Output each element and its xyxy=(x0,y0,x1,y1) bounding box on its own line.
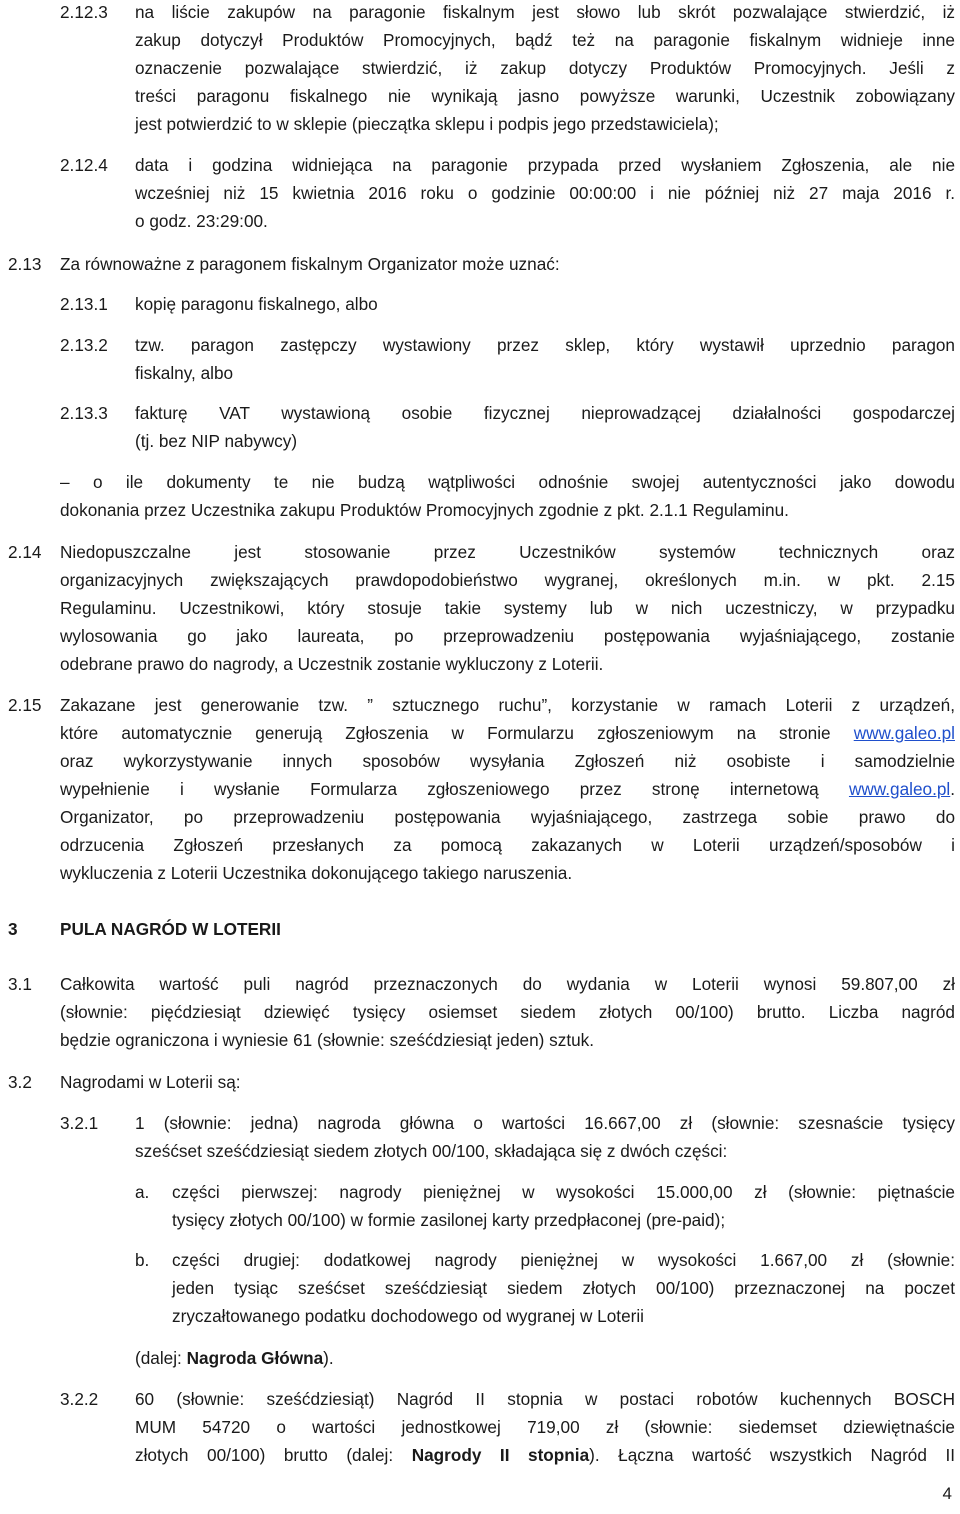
text-run: wypełnienie i wysłanie Formularza zgłoszeniowego przez stronę internetową xyxy=(60,779,819,799)
text-line: na liście zakupów na paragonie fiskalnym jest słowo lub skrót pozwalające stwierdzić, iż xyxy=(135,2,955,22)
paragraph-2-12-3 xyxy=(135,0,955,138)
text-line: oraz wykorzystywanie innych sposobów wysyłania Zgłoszeń niż osobiste i samodzielnie xyxy=(60,751,955,771)
text-run: (dalej: xyxy=(135,1348,187,1368)
text-run: które automatycznie generują Zgłoszenia w Formularzu zgłoszeniowym na stronie xyxy=(60,723,831,743)
text-line: będzie ograniczona i wyniesie 61 (słownie: sześćdziesiąt jeden) sztuk. xyxy=(60,1030,595,1050)
section-number: 3.2.1 xyxy=(60,1113,99,1133)
paragraph-2-13-2 xyxy=(135,331,955,387)
section-number: 3.2 xyxy=(8,1072,32,1092)
paragraph-3-1 xyxy=(60,970,955,1054)
text-line: dokonania przez Uczestnika zakupu Produktów Promocyjnych zgodnie z pkt. 2.1.1 Regulaminu. xyxy=(60,500,789,520)
defined-term: Nagroda Główna xyxy=(186,1348,324,1368)
paragraph-3-2-1 xyxy=(135,1109,955,1165)
text-line: wylosowania go jako laureata, po przeprowadzeniu postępowania wyjaśniającego, zostanie xyxy=(60,626,955,646)
text-line: Zakazane jest generowanie tzw. ” sztucznego ruchu”, korzystanie w ramach Loterii z urządzeń, xyxy=(60,695,955,715)
section-number: 2.13.3 xyxy=(60,403,108,423)
paragraph-3-2-2 xyxy=(135,1385,955,1469)
text-line: sześćset sześćdziesiąt siedem złotych 00/100, składająca się z dwóch części: xyxy=(135,1141,728,1161)
text-line: części pierwszej: nagrody pieniężnej w wysokości 15.000,00 zł (słownie: piętnaście xyxy=(172,1182,955,1202)
text-line: (słownie: pięćdziesiąt dziewięć tysięcy osiemset siedem złotych 00/100) brutto. Liczba nagród xyxy=(60,1002,955,1022)
text-line: – o ile dokumenty te nie budzą wątpliwości odnośnie swojej autentyczności jako dowodu xyxy=(60,472,955,492)
text-line: wykluczenia z Loterii Uczestnika dokonującego takiego naruszenia. xyxy=(60,863,573,883)
paragraph-3-2: Nagrodami w Loterii są: xyxy=(60,1072,241,1092)
section-number: 3.2.2 xyxy=(60,1389,99,1409)
dash-note xyxy=(60,468,955,524)
text-line: fakturę VAT wystawioną osobie fizycznej nieprowadzącej działalności gospodarczej xyxy=(135,403,955,423)
defined-term: Nagrody II stopnia xyxy=(411,1445,590,1465)
section-number: 2.13 xyxy=(8,254,42,274)
text-line: zakup dotyczył Produktów Promocyjnych, bądź też na paragonie fiskalnym widnieje inne xyxy=(135,30,955,50)
section-number: 2.13.2 xyxy=(60,335,108,355)
galeo-link[interactable]: www.galeo.pl xyxy=(853,723,955,743)
text-line: części drugiej: dodatkowej nagrody pieniężnej w wysokości 1.667,00 zł (słownie: xyxy=(172,1250,955,1270)
text-line: Organizator, po przeprowadzeniu postępowania wyjaśniającego, zastrzega sobie prawo do xyxy=(60,807,955,827)
text-line: (tj. bez NIP nabywcy) xyxy=(135,431,298,451)
text-line xyxy=(135,1441,955,1469)
list-item-b xyxy=(172,1246,955,1330)
text-line: MUM 54720 o wartości jednostkowej 719,00 zł (słownie: siedemset dziewiętnaście xyxy=(135,1417,955,1437)
text-line: o godz. 23:29:00. xyxy=(135,211,268,231)
text-line: data i godzina widniejąca na paragonie przypada przed wysłaniem Zgłoszenia, ale nie xyxy=(135,155,955,175)
list-marker: b. xyxy=(135,1250,150,1270)
text-line: oznaczenie pozwalające stwierdzić, iż zakup dotyczy Produktów Promocyjnych. Jeśli z xyxy=(135,58,955,78)
list-item-a xyxy=(172,1178,955,1234)
text-line: Niedopuszczalne jest stosowanie przez Uczestników systemów technicznych oraz xyxy=(60,542,955,562)
text-line: odebrane prawo do nagrody, a Uczestnik zostanie wykluczony z Loterii. xyxy=(60,654,604,674)
text-line: organizacyjnych zwiększających prawdopodobieństwo wygranej, określonych m.in. w pkt. 2.15 xyxy=(60,570,955,590)
text-line: 1 (słownie: jedna) nagroda główna o wartości 16.667,00 zł (słownie: szesnaście tysięcy xyxy=(135,1113,955,1133)
text-line xyxy=(60,719,955,747)
paragraph-2-12-4 xyxy=(135,151,955,235)
text-line: 60 (słownie: sześćdziesiąt) Nagród II stopnia w postaci robotów kuchennych BOSCH xyxy=(135,1389,955,1409)
section-heading: PULA NAGRÓD W LOTERII xyxy=(60,919,281,939)
text-line: tzw. paragon zastępczy wystawiony przez sklep, który wystawił uprzednio paragon xyxy=(135,335,955,355)
text-line: tysięcy złotych 00/100) w formie zasilonej karty przedpłaconej (pre-paid); xyxy=(172,1210,726,1230)
text-run: ). Łączna wartość wszystkich Nagród II xyxy=(589,1445,955,1465)
section-number: 2.13.1 xyxy=(60,294,108,314)
section-heading-number: 3 xyxy=(8,919,18,939)
text-line: treści paragonu fiskalnego nie wynikają jasno powyższe warunki, Uczestnik zobowiązany xyxy=(135,86,955,106)
list-marker: a. xyxy=(135,1182,150,1202)
text-line: fiskalny, albo xyxy=(135,363,234,383)
paragraph-2-13: Za równoważne z paragonem fiskalnym Organizator może uznać: xyxy=(60,254,560,274)
text-line: jeden tysiąc sześćset sześćdziesiąt siedem złotych 00/100) przeznaczonej na poczet xyxy=(172,1278,955,1298)
galeo-link[interactable]: www.galeo.pl xyxy=(848,779,951,799)
paragraph-2-15 xyxy=(60,691,955,887)
section-number: 2.14 xyxy=(8,542,42,562)
prize-name-note xyxy=(135,1344,955,1372)
text-run: . xyxy=(950,779,956,799)
text-line: wcześniej niż 15 kwietnia 2016 roku o godzinie 00:00:00 i nie później niż 27 maja 2016 r. xyxy=(135,183,955,203)
paragraph-2-14 xyxy=(60,538,955,678)
text-run: złotych 00/100) brutto (dalej: xyxy=(135,1445,412,1465)
section-number: 2.12.3 xyxy=(60,2,108,22)
text-line: zryczałtowanego podatku dochodowego od wygranej w Loterii xyxy=(172,1306,644,1326)
text-line xyxy=(60,775,955,803)
paragraph-2-13-3 xyxy=(135,399,955,455)
section-number: 2.15 xyxy=(8,695,42,715)
page-number: 4 xyxy=(942,1484,952,1503)
section-number: 3.1 xyxy=(8,974,32,994)
section-number: 2.12.4 xyxy=(60,155,108,175)
text-line: jest potwierdzić to w sklepie (pieczątka sklepu i podpis jego przedstawiciela); xyxy=(135,114,719,134)
text-line: Całkowita wartość puli nagród przeznaczonych do wydania w Loterii wynosi 59.807,00 zł xyxy=(60,974,955,994)
text-line: odrzucenia Zgłoszeń przesłanych za pomocą zakazanych w Loterii urządzeń/sposobów i xyxy=(60,835,955,855)
paragraph-2-13-1: kopię paragonu fiskalnego, albo xyxy=(135,294,378,314)
text-run: ). xyxy=(323,1348,334,1368)
text-line: Regulaminu. Uczestnikowi, który stosuje takie systemy lub w nich uczestniczy, w przypadku xyxy=(60,598,955,618)
